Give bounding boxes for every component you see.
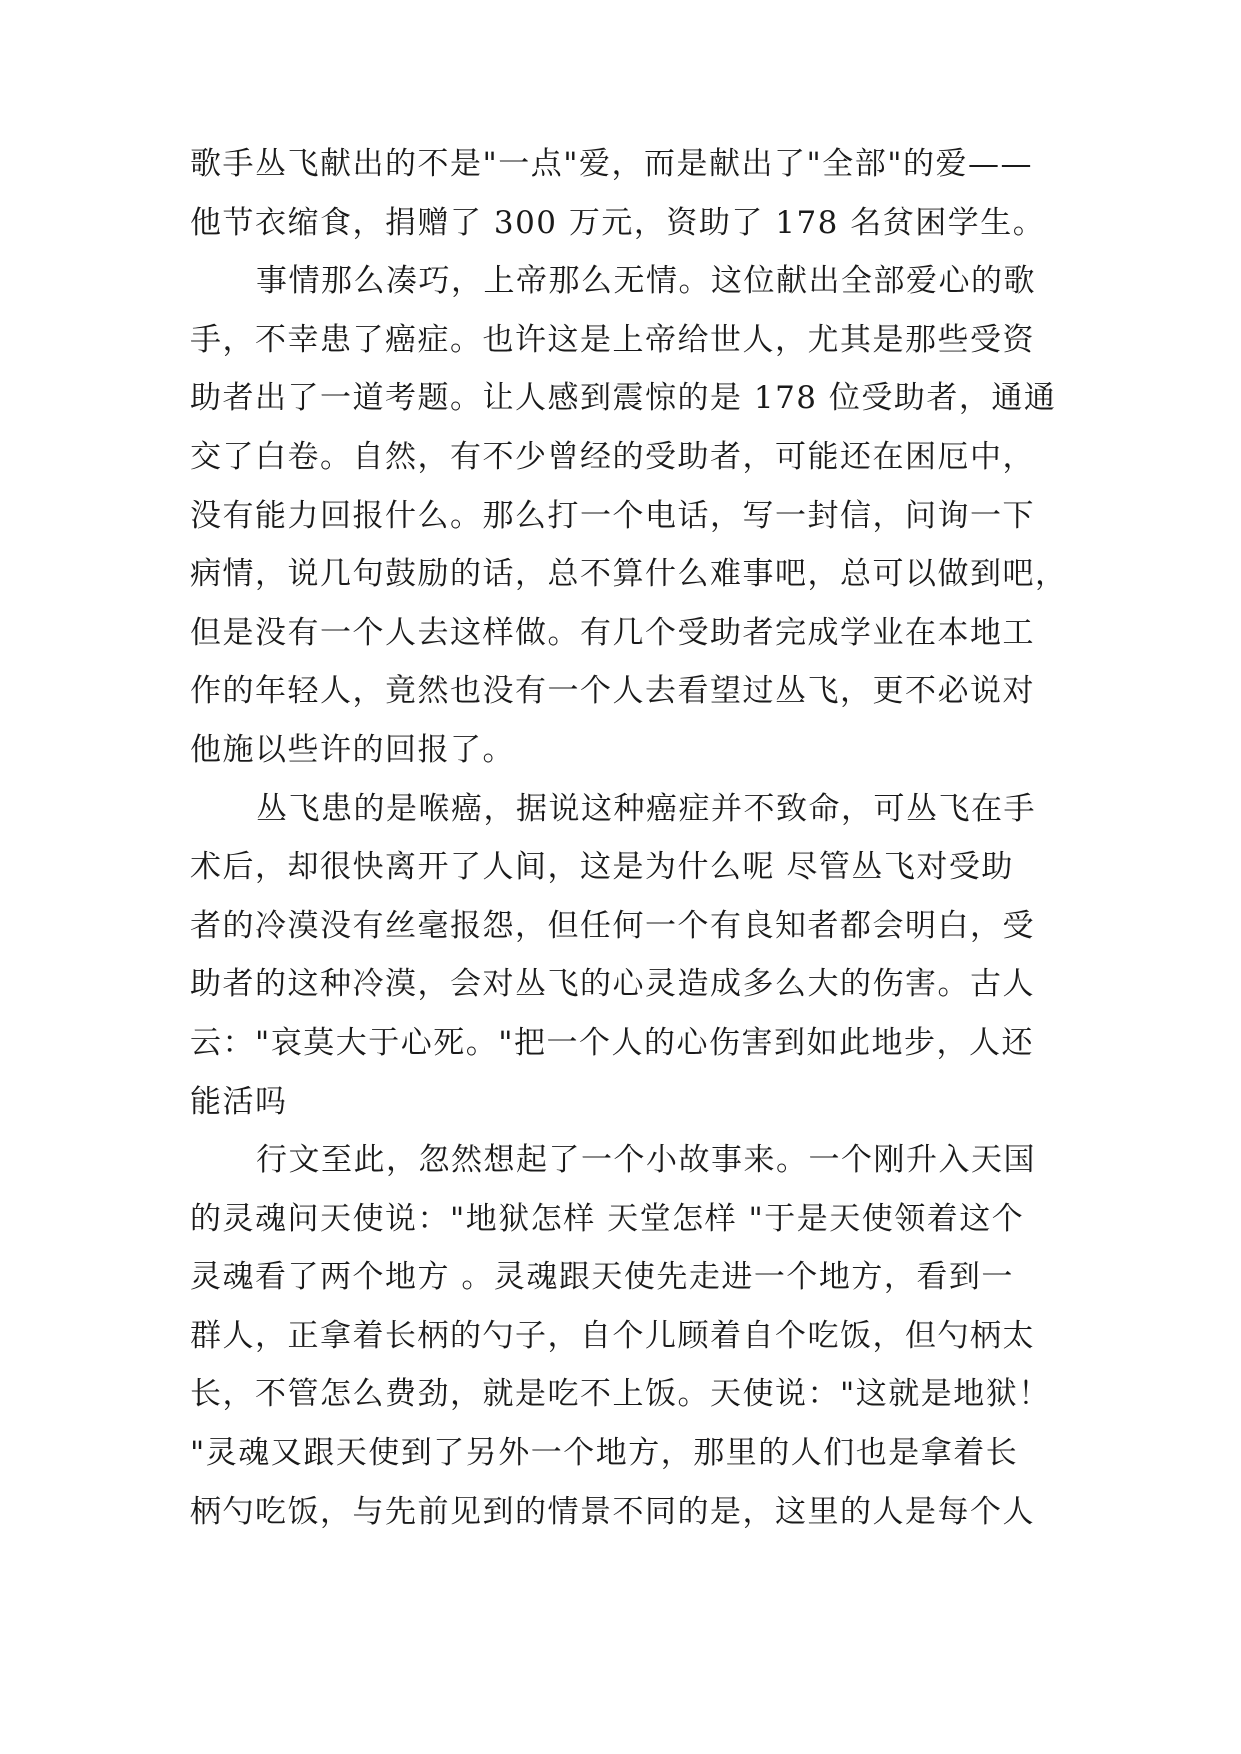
text-line: "灵魂又跟天使到了另外一个地方，那里的人们也是拿着长: [190, 1435, 1019, 1472]
text-line: 但是没有一个人去这样做。有几个受助者完成学业在本地工: [190, 614, 1035, 651]
text-line: 病情，说几句鼓励的话，总不算什么难事吧，总可以做到吧，: [190, 556, 1068, 593]
text-line: 柄勺吃饭，与先前见到的情景不同的是，这里的人是每个人: [190, 1493, 1035, 1530]
text-line: 事情那么凑巧，上帝那么无情。这位献出全部爱心的歌: [256, 263, 1036, 300]
text-line: 助者出了一道考题。让人感到震惊的是 178 位受助者，通通: [190, 380, 1057, 417]
text-line: 交了白卷。自然，有不少曾经的受助者，可能还在困厄中，: [190, 438, 1035, 475]
article-body: [190, 135, 1068, 1541]
text-line: 歌手丛飞献出的不是"一点"爱，而是献出了"全部"的爱——: [190, 146, 1034, 182]
text-line: 术后，却很快离开了人间，这是为什么呢 尽管丛飞对受助: [190, 849, 1014, 886]
text-line: 行文至此，忽然想起了一个小故事来。一个刚升入天国: [256, 1142, 1036, 1179]
text-line: 他施以些许的回报了。: [190, 731, 515, 768]
text-line: 作的年轻人，竟然也没有一个人去看望过丛飞，更不必说对: [190, 673, 1035, 710]
text-line: 能活吗: [190, 1083, 288, 1120]
text-line: 云："哀莫大于心死。"把一个人的心伤害到如此地步，人还: [190, 1024, 1035, 1061]
text-line: 助者的这种冷漠，会对丛飞的心灵造成多么大的伤害。古人: [190, 966, 1035, 1003]
text-line: 丛飞患的是喉癌，据说这种癌症并不致命，可丛飞在手: [256, 790, 1036, 827]
text-line: 手，不幸患了癌症。也许这是上帝给世人，尤其是那些受资: [190, 321, 1035, 358]
text-line: 没有能力回报什么。那么打一个电话，写一封信，问询一下: [190, 497, 1035, 534]
text-line: 灵魂看了两个地方 。灵魂跟天使先走进一个地方，看到一: [190, 1259, 1014, 1296]
text-line: 他节衣缩食，捐赠了 300 万元，资助了 178 名贫困学生。: [190, 204, 1046, 241]
text-line: 群人，正拿着长柄的勺子，自个儿顾着自个吃饭，但勺柄太: [190, 1317, 1035, 1354]
text-line: 的灵魂问天使说："地狱怎样 天堂怎样 "于是天使领着这个: [190, 1200, 1025, 1237]
text-line: 者的冷漠没有丝毫报怨，但任何一个有良知者都会明白，受: [190, 907, 1035, 944]
text-line: 长，不管怎么费劲，就是吃不上饭。天使说："这就是地狱！: [190, 1376, 1051, 1413]
